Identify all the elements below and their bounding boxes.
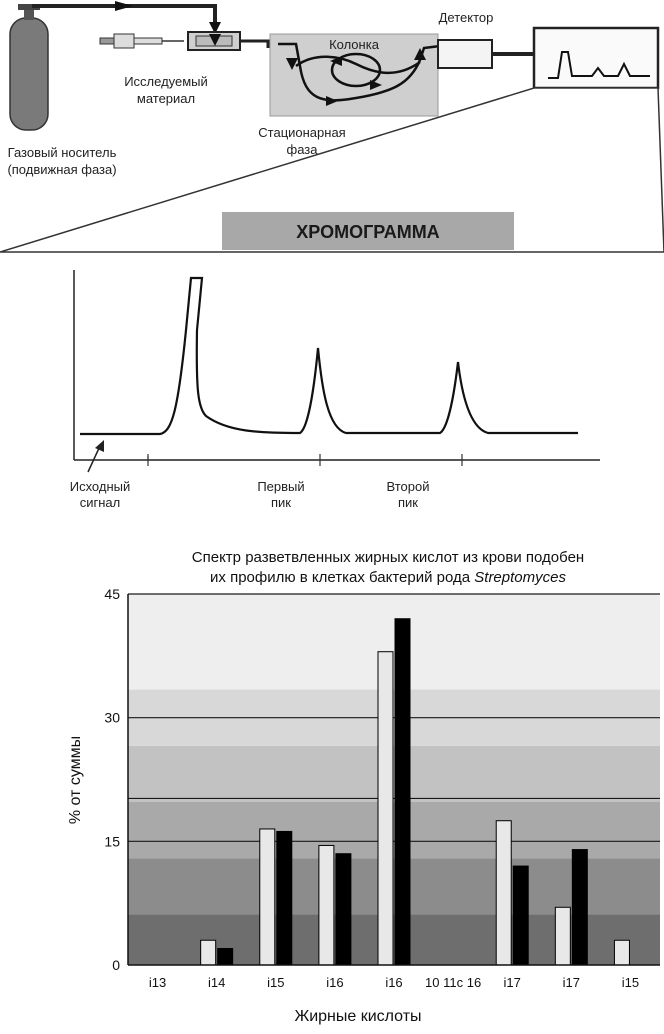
bar-series2-3	[336, 854, 351, 965]
chart-x-tick-label: i15	[621, 975, 640, 990]
flow-arrow-icon	[115, 1, 133, 11]
peak-bracket	[148, 454, 462, 466]
apparatus-scheme	[0, 1, 664, 252]
bar-series2-6	[513, 866, 528, 965]
bar-chart	[67, 549, 660, 1025]
chart-y-tick-label: 30	[104, 709, 120, 726]
injector-icon	[188, 32, 240, 50]
column-label: Колонка	[329, 37, 379, 52]
chart-y-tick-label: 0	[112, 957, 120, 973]
bar-series1-7	[555, 907, 570, 965]
chart-x-tick-label: 10 11с 16	[425, 975, 482, 990]
line-to-column	[240, 41, 268, 48]
sample-label: Исследуемый материал	[124, 74, 208, 106]
chart-band	[128, 746, 660, 802]
chart-title-line2-italic: Streptomyces	[474, 569, 566, 586]
chart-x-axis-label: Жирные кислоты	[294, 1008, 422, 1025]
chromatogram-trace	[80, 278, 578, 434]
chart-x-tick-label: i16	[326, 975, 344, 990]
peak2-label: Второй пик	[386, 479, 430, 510]
chart-y-tick-label: 45	[104, 586, 120, 602]
chart-x-ticks	[149, 975, 639, 990]
chart-title-line2-text: их профилю в клетках бактерий рода	[210, 569, 475, 586]
gas-line	[34, 6, 215, 30]
detector-box	[438, 40, 492, 68]
syringe-icon	[100, 34, 184, 48]
gas-carrier-label: Газовый носитель (подвижная фаза)	[7, 145, 117, 177]
bar-series2-4	[395, 619, 410, 965]
chart-x-tick-label: i14	[207, 975, 226, 990]
detector-label: Детектор	[438, 10, 494, 25]
bar-series2-7	[572, 850, 587, 965]
chart-band	[128, 594, 660, 690]
bar-series1-6	[496, 821, 511, 965]
chart-x-tick-label: i13	[148, 975, 167, 990]
gas-cylinder-icon	[10, 4, 48, 130]
bar-series1-1	[201, 940, 216, 965]
bar-series2-1	[218, 949, 233, 965]
chromatogram-title: ХРОМОГРАММА	[296, 222, 440, 242]
bar-series2-2	[277, 831, 292, 965]
bar-series1-2	[260, 829, 275, 965]
chart-title-line1: Спектр разветвленных жирных кислот из крови подобен	[191, 549, 585, 566]
chart-x-tick-label: i16	[385, 975, 403, 990]
baseline-label: Исходный сигнал	[69, 479, 131, 510]
chart-y-ticks	[104, 586, 120, 973]
chart-x-tick-label: i17	[562, 975, 581, 990]
chart-y-tick-label: 15	[104, 833, 120, 850]
baseline-arrow-icon	[88, 440, 104, 472]
stationary-phase-label: Стационарная фаза	[258, 125, 346, 157]
chart-x-tick-label: i15	[267, 975, 285, 990]
chart-y-axis-label: % от суммы	[67, 735, 84, 825]
chromatogram	[70, 270, 600, 510]
bar-series1-3	[319, 845, 334, 965]
peak1-label: Первый пик	[257, 479, 305, 510]
bar-series1-8	[614, 940, 629, 965]
chart-x-tick-label: i17	[503, 975, 521, 990]
bar-series1-4	[378, 652, 393, 965]
chart-title-line2	[210, 569, 566, 586]
